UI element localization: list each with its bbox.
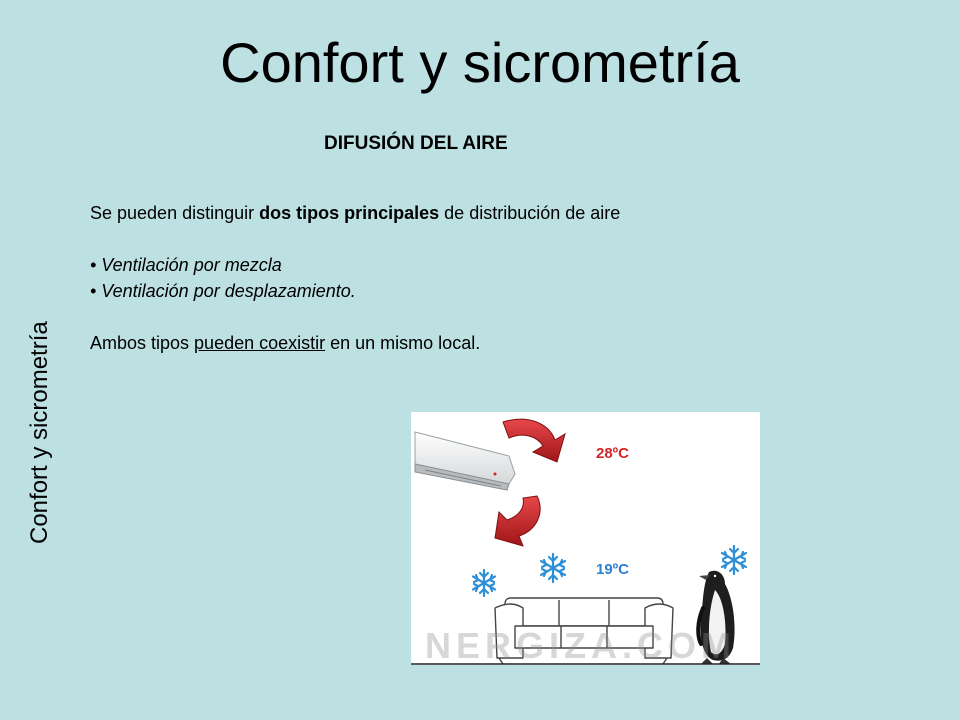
side-title: Confort y sicrometría xyxy=(26,321,53,544)
arrow-icon xyxy=(503,419,565,462)
temperature-bottom-label: 19ºC xyxy=(596,561,629,578)
arrow-icon xyxy=(481,492,540,546)
section-heading: DIFUSIÓN DEL AIRE xyxy=(324,133,508,154)
intro-text-start: Se pueden distinguir xyxy=(90,203,260,223)
slide-body xyxy=(90,200,850,356)
bullet-item-displacement: • Ventilación por desplazamiento. xyxy=(90,281,356,301)
watermark: NERGIZA.COM xyxy=(425,625,736,666)
slide-title: Confort y sicrometría xyxy=(220,31,740,94)
closing-underlined: pueden coexistir xyxy=(194,333,326,353)
temperature-top-label: 28ºC xyxy=(596,445,629,462)
closing-text-start: Ambos tipos xyxy=(90,333,195,353)
air-diffusion-illustration xyxy=(411,412,760,665)
snowflake-icon xyxy=(473,570,495,596)
snowflake-icon xyxy=(541,554,565,582)
intro-emphasis: dos tipos principales xyxy=(259,203,440,223)
air-conditioner-icon xyxy=(415,432,515,490)
intro-text-end: de distribución de aire xyxy=(439,203,621,223)
bullet-item-mixing: • Ventilación por mezcla xyxy=(90,255,282,275)
bullet-list xyxy=(90,252,850,304)
closing-paragraph xyxy=(90,330,850,356)
snowflake-icon xyxy=(722,546,746,574)
closing-text-end: en un mismo local. xyxy=(325,333,481,353)
intro-paragraph xyxy=(90,200,850,226)
